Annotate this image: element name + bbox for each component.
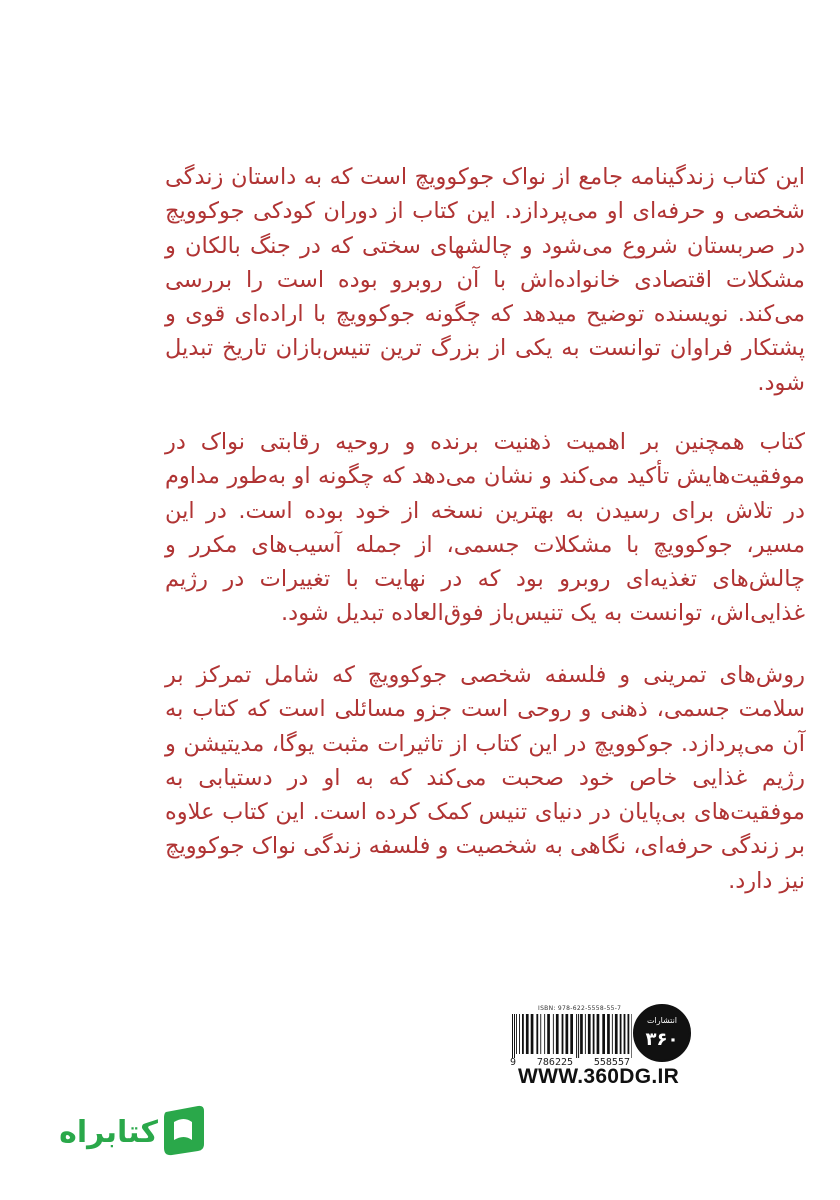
barcode-bar bbox=[593, 1014, 595, 1054]
barcode-bar bbox=[553, 1014, 554, 1054]
barcode-bar bbox=[580, 1014, 583, 1054]
store-name: کتابراه bbox=[59, 1115, 158, 1150]
barcode-bar bbox=[519, 1014, 520, 1054]
barcode-bar bbox=[588, 1014, 591, 1054]
barcode-bars bbox=[510, 1014, 632, 1058]
barcode-bar bbox=[516, 1014, 517, 1054]
barcode-bar bbox=[562, 1014, 564, 1054]
publisher-logo bbox=[632, 1003, 692, 1063]
barcode-bar bbox=[628, 1014, 630, 1054]
barcode-bar bbox=[522, 1014, 524, 1054]
barcode-bar bbox=[620, 1014, 622, 1054]
barcode-bar bbox=[585, 1014, 586, 1054]
barcode-bar bbox=[531, 1014, 534, 1054]
ketabrah-logo bbox=[38, 1100, 208, 1160]
publisher-name: انتشارات bbox=[646, 1016, 678, 1025]
barcode-bar bbox=[544, 1014, 545, 1054]
barcode-digit-prefix: 9 bbox=[510, 1057, 517, 1068]
publisher-website: WWW.360DG.IR bbox=[518, 1065, 680, 1088]
barcode-bar bbox=[570, 1014, 573, 1054]
barcode-bar bbox=[536, 1014, 538, 1054]
barcode-bar bbox=[602, 1014, 605, 1054]
barcode-digit-group-2: 558557 bbox=[593, 1057, 630, 1068]
barcode-bar bbox=[578, 1014, 579, 1058]
description-paragraph-1: این کتاب زندگینامه جامع از نواک جوکوویچ است که به داستان زندگی شخصی و حرفه‌ای او می‌پردازد. این کتاب از دوران کودکی جوکوویچ در صربستان شروع می‌شود و چالشهای سختی که در جنگ بالکان و مشکلات اقتصادی خانواده‌اش با آن روبرو بوده است را بررسی می‌کند. نویسنده توضیح میدهد که چگونه جوکوویچ با اراده‌ای قوی و پشتکار فراوان توانست به یکی از بزرگ ترین تنیس‌بازان تاریخ تبدیل شود. bbox=[165, 164, 805, 396]
barcode-bar bbox=[612, 1014, 613, 1054]
barcode-bar bbox=[514, 1014, 515, 1058]
barcode-digit-group-1: 786225 bbox=[536, 1057, 574, 1068]
isbn-label: ISBN: 978-622-5558-55-7 bbox=[538, 1005, 622, 1012]
barcode-bar bbox=[566, 1014, 569, 1054]
barcode-bar bbox=[547, 1014, 550, 1054]
book-icon bbox=[164, 1106, 204, 1155]
barcode-bar bbox=[576, 1014, 577, 1058]
barcode-bar bbox=[556, 1014, 559, 1054]
publisher-number: ۳۶۰ bbox=[645, 1029, 679, 1050]
barcode-bar bbox=[512, 1014, 513, 1058]
description-paragraph-2: کتاب همچنین بر اهمیت ذهنیت برنده و روحیه رقابتی نواک در موفقیت‌هایش تأکید می‌کند و نشان می‌دهد که چگونه او به‌طور مداوم در تلاش برای رسیدن به بهترین نسخه از خود بوده است. در این مسیر، جوکوویچ با مشکلات جسمی، از جمله آسیب‌های مکرر و چالش‌های تغذیه‌ای روبرو بود که در نهایت با تغییرات در رژیم غذایی‌اش، توانست به یک تنیس‌باز فوق‌العاده تبدیل شود. bbox=[165, 429, 805, 627]
barcode-bar bbox=[526, 1014, 529, 1054]
barcode-bar bbox=[540, 1014, 541, 1054]
barcode-bar bbox=[615, 1014, 618, 1054]
barcode-bar bbox=[607, 1014, 610, 1054]
barcode-bar bbox=[624, 1014, 626, 1054]
barcode-bar bbox=[597, 1014, 600, 1054]
description-paragraph-3: روش‌های تمرینی و فلسفه شخصی جوکوویچ که شامل تمرکز بر سلامت جسمی، ذهنی و روحی است جزو مسائلی است که کتاب به آن می‌پردازد. جوکوویچ در این کتاب از تاثیرات مثبت یوگا، مدیتیشن و رژیم غذایی خاص خود صحبت می‌کند که به او در دستیابی به موفقیت‌های بی‌پایان در دنیای تنیس کمک کرده است. این کتاب علاوه بر زندگی حرفه‌ای، نگاهی به شخصیت و فلسفه زندگی نواک جوکوویچ نیز دارد. bbox=[165, 662, 805, 894]
